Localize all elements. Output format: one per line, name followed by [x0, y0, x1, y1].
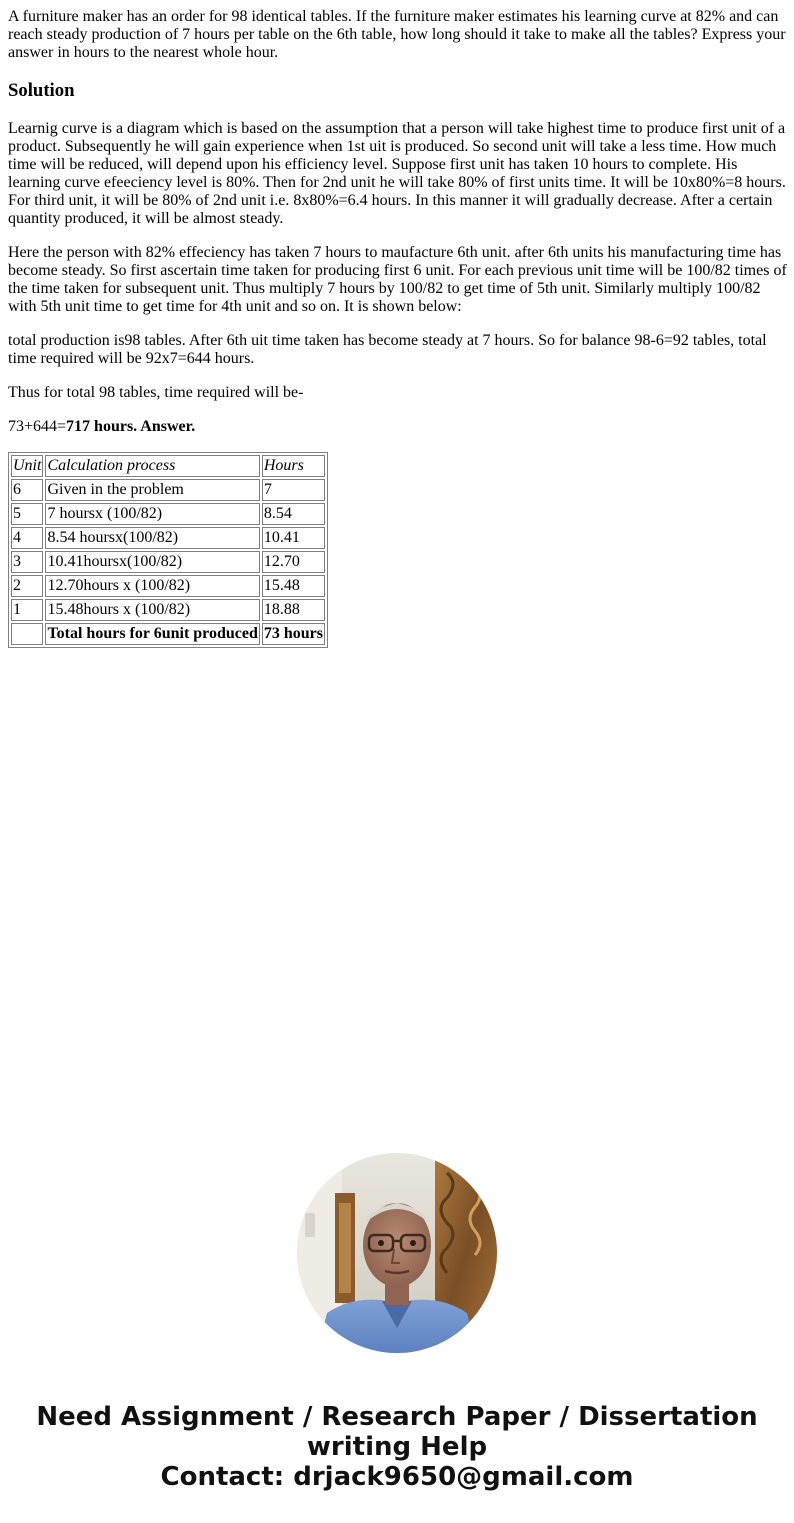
promo-line-2: writing Help	[306, 1432, 488, 1462]
cell-hours: 8.54	[262, 503, 325, 525]
total-process	[45, 623, 259, 645]
table-total-row	[11, 623, 325, 645]
cell-hours: 18.88	[262, 599, 325, 621]
table-row	[11, 503, 325, 525]
total-hours-value: 73 hours	[263, 625, 323, 642]
cell-hours: 12.70	[262, 551, 325, 573]
author-avatar	[297, 1153, 497, 1353]
header-unit: Unit	[11, 455, 43, 477]
total-hours	[262, 623, 325, 645]
cell-unit: 3	[11, 551, 43, 573]
person-photo-icon	[297, 1153, 497, 1353]
solution-paragraph-2: Here the person with 82% effeciency has taken 7 hours to maufacture 6th unit. after 6th units his manufacturing time has become steady. So first ascertain time taken for producing first 6 unit. For each previous unit time will be 100/82 times of the time taken for subsequent unit. Thus multiply 7 hours by 100/82 to get time of 5th unit. Similarly multiply 100/82 with 5th unit time to get time for 4th unit and so on. It is shown below:	[8, 244, 787, 315]
cell-hours: 15.48	[262, 575, 325, 597]
total-unit	[11, 623, 43, 645]
solution-paragraph-4: Thus for total 98 tables, time required will be-	[8, 384, 304, 401]
cell-process: 15.48hours x (100/82)	[45, 599, 259, 621]
document-body	[8, 8, 787, 648]
answer-line	[8, 418, 787, 436]
table-row	[11, 479, 325, 501]
header-process: Calculation process	[45, 455, 259, 477]
cell-unit: 2	[11, 575, 43, 597]
answer-prefix: 73+644=	[8, 418, 67, 435]
header-hours: Hours	[262, 455, 325, 477]
table-row	[11, 551, 325, 573]
cell-unit: 1	[11, 599, 43, 621]
cell-hours: 10.41	[262, 527, 325, 549]
cell-unit: 5	[11, 503, 43, 525]
total-process-label: Total hours for 6unit produced	[47, 625, 258, 642]
solution-paragraph-1: Learnig curve is a diagram which is based on the assumption that a person will take highest time to produce first unit of a product. Subsequently he will gain experience when 1st uit is produced. So second unit will take a less time. How much time will be reduced, will depend upon his efficiency level. Suppose first unit has taken 10 hours to complete. His learning curve efeeciency level is 80%. Then for 2nd unit he will take 80% of first units time. It will be 10x80%=8 hours. For third unit, it will be 80% of 2nd unit i.e. 8x80%=6.4 hours. In this manner it will gradually decrease. After a certain quantity produced, it will be almost steady.	[8, 120, 786, 227]
solution-heading: Solution	[8, 80, 75, 101]
answer-bold: 717 hours. Answer.	[66, 418, 196, 435]
table-row	[11, 599, 325, 621]
table-header-row	[11, 455, 325, 477]
cell-process: 8.54 hoursx(100/82)	[45, 527, 259, 549]
solution-paragraph-3: total production is98 tables. After 6th uit time taken has become steady at 7 hours. So for balance 98-6=92 tables, total time required will be 92x7=644 hours.	[8, 332, 767, 367]
cell-process: 10.41hoursx(100/82)	[45, 551, 259, 573]
question-text: A furniture maker has an order for 98 identical tables. If the furniture maker estimates his learning curve at 82% and can reach steady production of 7 hours per table on the 6th table, how long should it take to make all the tables? Express your answer in hours to the nearest whole hour.	[8, 8, 786, 61]
cell-unit: 6	[11, 479, 43, 501]
cell-unit: 4	[11, 527, 43, 549]
cell-process: 12.70hours x (100/82)	[45, 575, 259, 597]
promo-contact: Contact: drjack9650@gmail.com	[160, 1462, 634, 1492]
cell-process: Given in the problem	[45, 479, 259, 501]
cell-hours: 7	[262, 479, 325, 501]
table-row	[11, 527, 325, 549]
cell-process: 7 hoursx (100/82)	[45, 503, 259, 525]
promo-banner	[0, 1402, 794, 1492]
table-row	[11, 575, 325, 597]
calculation-table	[8, 452, 328, 648]
promo-line-1: Need Assignment / Research Paper / Dissertation	[36, 1402, 758, 1432]
